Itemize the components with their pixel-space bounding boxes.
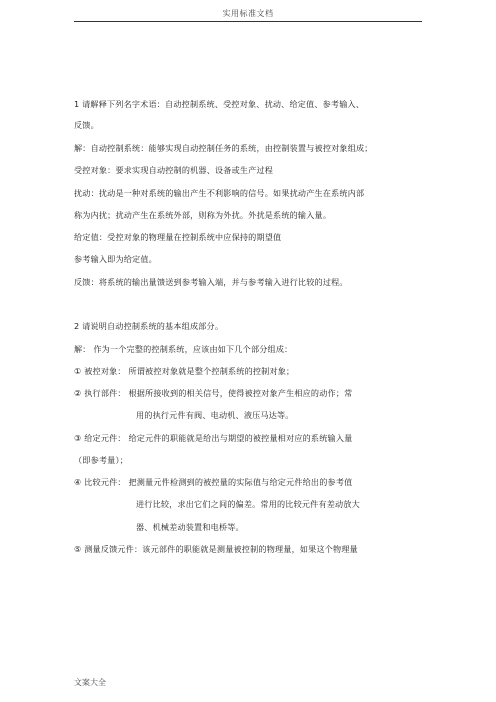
answer-1-line-2: 受控对象：要求实现自动控制的机器、设备或生产过程 [74,165,274,175]
answer-2-item-2-line-1: ② 执行部件： 根据所接收到的相关信号，使得被控对象产生相应的动作；常 [74,388,353,398]
answer-2-item-5-line-1: ⑤ 测量反馈元件：该元部件的职能就是测量被控制的物理量，如果这个物理量 [74,544,358,554]
answer-2-item-3-line-2: （即参考量）； [74,455,129,465]
answer-1-line-5: 给定值：受控对象的物理量在控制系统中应保持的期望值 [74,232,282,242]
page-header: 实用标准文档 [222,9,274,18]
answer-2-item-4-line-2: 进行比较，求出它们之间的偏差。常用的比较元件有差动放大 [136,499,360,509]
answer-1-line-3: 扰动：扰动是一种对系统的输出产生不利影响的信号。如果扰动产生在系统内部 [74,188,365,198]
answer-2-item-1: ① 被控对象： 所谓被控对象就是整个控制系统的控制对象； [74,366,295,376]
answer-2-item-3-line-1: ③ 给定元件： 给定元件的职能就是给出与期望的被控量相对应的系统输入量 [74,433,353,443]
answer-1-line-7: 反馈：将系统的输出量馈送到参考输入端，并与参考输入进行比较的过程。 [74,277,348,287]
answer-1-line-1: 解：自动控制系统：能够实现自动控制任务的系统，由控制装置与被控对象组成； [74,143,373,153]
question-2: 2 请说明自动控制系统的基本组成部分。 [74,321,224,331]
answer-2-intro: 解： 作为一个完整的控制系统，应该由如下几个部分组成： [74,344,293,354]
answer-2-item-4-line-1: ④ 比较元件： 把测量元件检测到的被控量的实际值与给定元件给出的参考值 [74,477,353,487]
question-1-line-1: 1 请解释下列名字术语：自动控制系统、受控对象、扰动、给定值、参考输入、 [74,99,365,109]
header-divider [74,21,422,22]
answer-1-line-6: 参考输入即为给定值。 [74,254,157,264]
question-1-line-2: 反馈。 [74,120,99,130]
page-footer: 文案大全 [74,678,106,687]
answer-1-line-4: 称为内扰；扰动产生在系统外部，则称为外扰。外扰是系统的输入量。 [74,210,332,220]
answer-2-item-4-line-3: 器、机械差动装置和电桥等。 [136,522,244,532]
answer-2-item-2-line-2: 用的执行元件有阀、电动机、液压马达等。 [136,410,294,420]
